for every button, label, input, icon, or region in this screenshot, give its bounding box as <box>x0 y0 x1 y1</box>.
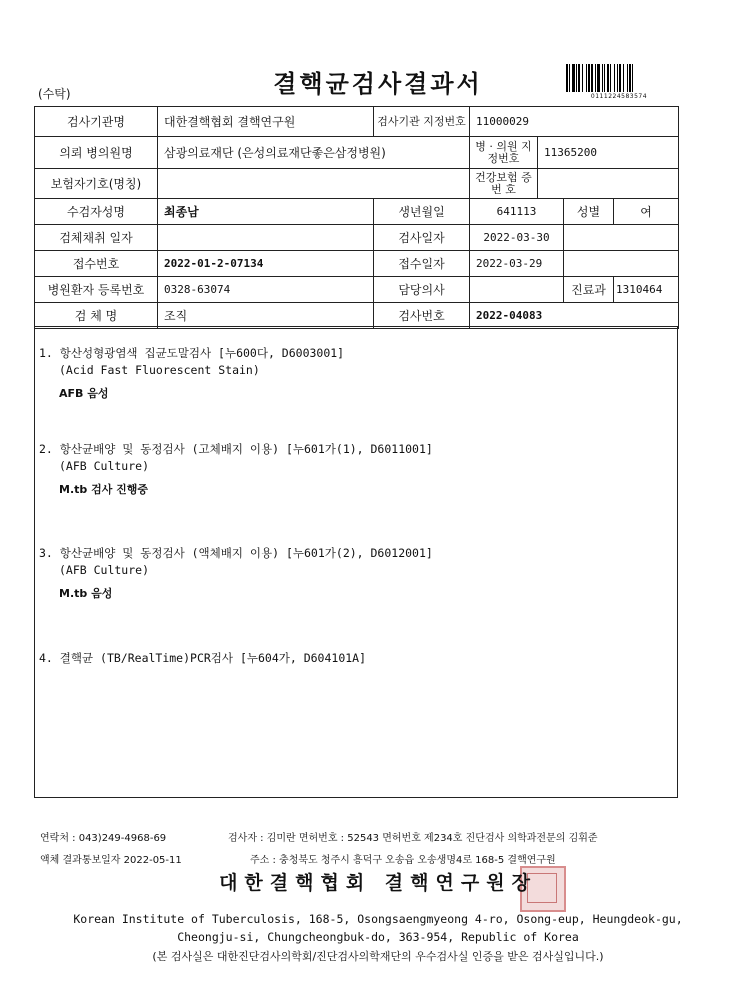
result-item-3 <box>39 545 433 602</box>
test-no-value: 2022-04083 <box>470 303 679 329</box>
results-box <box>34 326 678 798</box>
english-address-line-1: Korean Institute of Tuberculosis, 168-5, Osongsaengmyeong 4-ro, Osong-eup, Heungdeok-gu, <box>73 912 683 926</box>
result-value: M.tb 음성 <box>59 587 113 600</box>
patient-info-table <box>34 106 679 329</box>
patient-name: 최종남 <box>158 199 374 225</box>
contact-info: 연락처 : 043)249-4968-69 <box>40 833 167 844</box>
sex-value: 여 <box>614 199 679 225</box>
result-title: 3. 항산균배양 및 동정검사 (액체배지 이용) [누601가(2), D6012001] <box>39 546 433 560</box>
hosp-no-label: 병원환자 등록번호 <box>35 277 158 303</box>
insurer-value <box>158 169 470 199</box>
doctor-value <box>470 277 564 303</box>
patient-label: 수검자성명 <box>35 199 158 225</box>
hosp-no-value: 0328-63074 <box>158 277 374 303</box>
consignment-label: (수탁) <box>38 87 71 101</box>
requester-value: 삼광의료재단 (은성의료재단좋은삼정병원) <box>158 137 470 169</box>
certification-note: (본 검사실은 대한진단검사의학회/진단검사의학재단의 우수검사실 인증을 받은 검사실입니다.) <box>152 950 604 963</box>
institute-name: 대한결핵협회 결핵연구원장 <box>219 872 537 894</box>
test-date-label: 검사일자 <box>374 225 470 251</box>
health-no-value <box>538 169 679 199</box>
empty-cell <box>564 251 679 277</box>
barcode-icon <box>566 64 672 94</box>
result-subtitle: (AFB Culture) <box>59 459 150 473</box>
institution-label: 검사기관명 <box>35 107 158 137</box>
birth-value: 641113 <box>470 199 564 225</box>
inst-no-label: 검사기관 지정번호 <box>374 107 470 137</box>
result-value: AFB 음성 <box>59 387 109 400</box>
birth-label: 생년월일 <box>374 199 470 225</box>
inst-no-value: 11000029 <box>470 107 679 137</box>
result-subtitle: (Acid Fast Fluorescent Stain) <box>59 363 260 377</box>
specimen-label: 검 체 명 <box>35 303 158 329</box>
dept-label: 진료과 <box>564 277 614 303</box>
address: 주소 : 충청북도 청주시 흥덕구 오송읍 오송생명4로 168-5 결핵연구원 <box>250 855 556 866</box>
result-item-1 <box>39 345 344 402</box>
health-no-label: 건강보험 증 번 호 <box>470 169 538 199</box>
recv-label: 접수일자 <box>374 251 470 277</box>
dept-value: 1310464 <box>614 277 679 303</box>
inspector-info: 검사자 : 김미란 면허번호 : 52543 면허번호 제234호 진단검사 의학과전문의 김휘준 <box>228 833 598 844</box>
recv-value: 2022-03-29 <box>470 251 564 277</box>
empty-cell <box>564 225 679 251</box>
barcode-number: 0111224583574 <box>590 93 648 100</box>
result-title: 4. 결핵균 (TB/RealTime)PCR검사 [누604가, D604101A] <box>39 651 367 665</box>
result-item-4 <box>39 650 366 667</box>
result-title: 1. 항산성형광염색 집균도말검사 [누600다, D6003001] <box>39 346 345 360</box>
requester-label: 의뢰 병의원명 <box>35 137 158 169</box>
collect-value <box>158 225 374 251</box>
reg-value: 2022-01-2-07134 <box>158 251 374 277</box>
sex-label: 성별 <box>564 199 614 225</box>
specimen-value: 조직 <box>158 303 374 329</box>
test-date-value: 2022-03-30 <box>470 225 564 251</box>
test-no-label: 검사번호 <box>374 303 470 329</box>
report-date: 액체 결과통보일자 2022-05-11 <box>40 855 182 866</box>
req-no-value: 11365200 <box>538 137 679 169</box>
doctor-label: 담당의사 <box>374 277 470 303</box>
req-no-label: 병 · 의원 지정번호 <box>470 137 538 169</box>
result-title: 2. 항산균배양 및 동정검사 (고체배지 이용) [누601가(1), D6011001] <box>39 442 433 456</box>
result-item-2 <box>39 441 433 498</box>
institution-value: 대한결핵협회 결핵연구원 <box>158 107 374 137</box>
collect-label: 검체채취 일자 <box>35 225 158 251</box>
reg-label: 접수번호 <box>35 251 158 277</box>
insurer-label: 보험자기호(명칭) <box>35 169 158 199</box>
english-address-line-2: Cheongju-si, Chungcheongbuk-do, 363-954, Republic of Korea <box>177 930 579 944</box>
document-title: 결핵균검사결과서 <box>273 69 483 98</box>
result-subtitle: (AFB Culture) <box>59 563 150 577</box>
result-value: M.tb 검사 진행중 <box>59 483 149 496</box>
